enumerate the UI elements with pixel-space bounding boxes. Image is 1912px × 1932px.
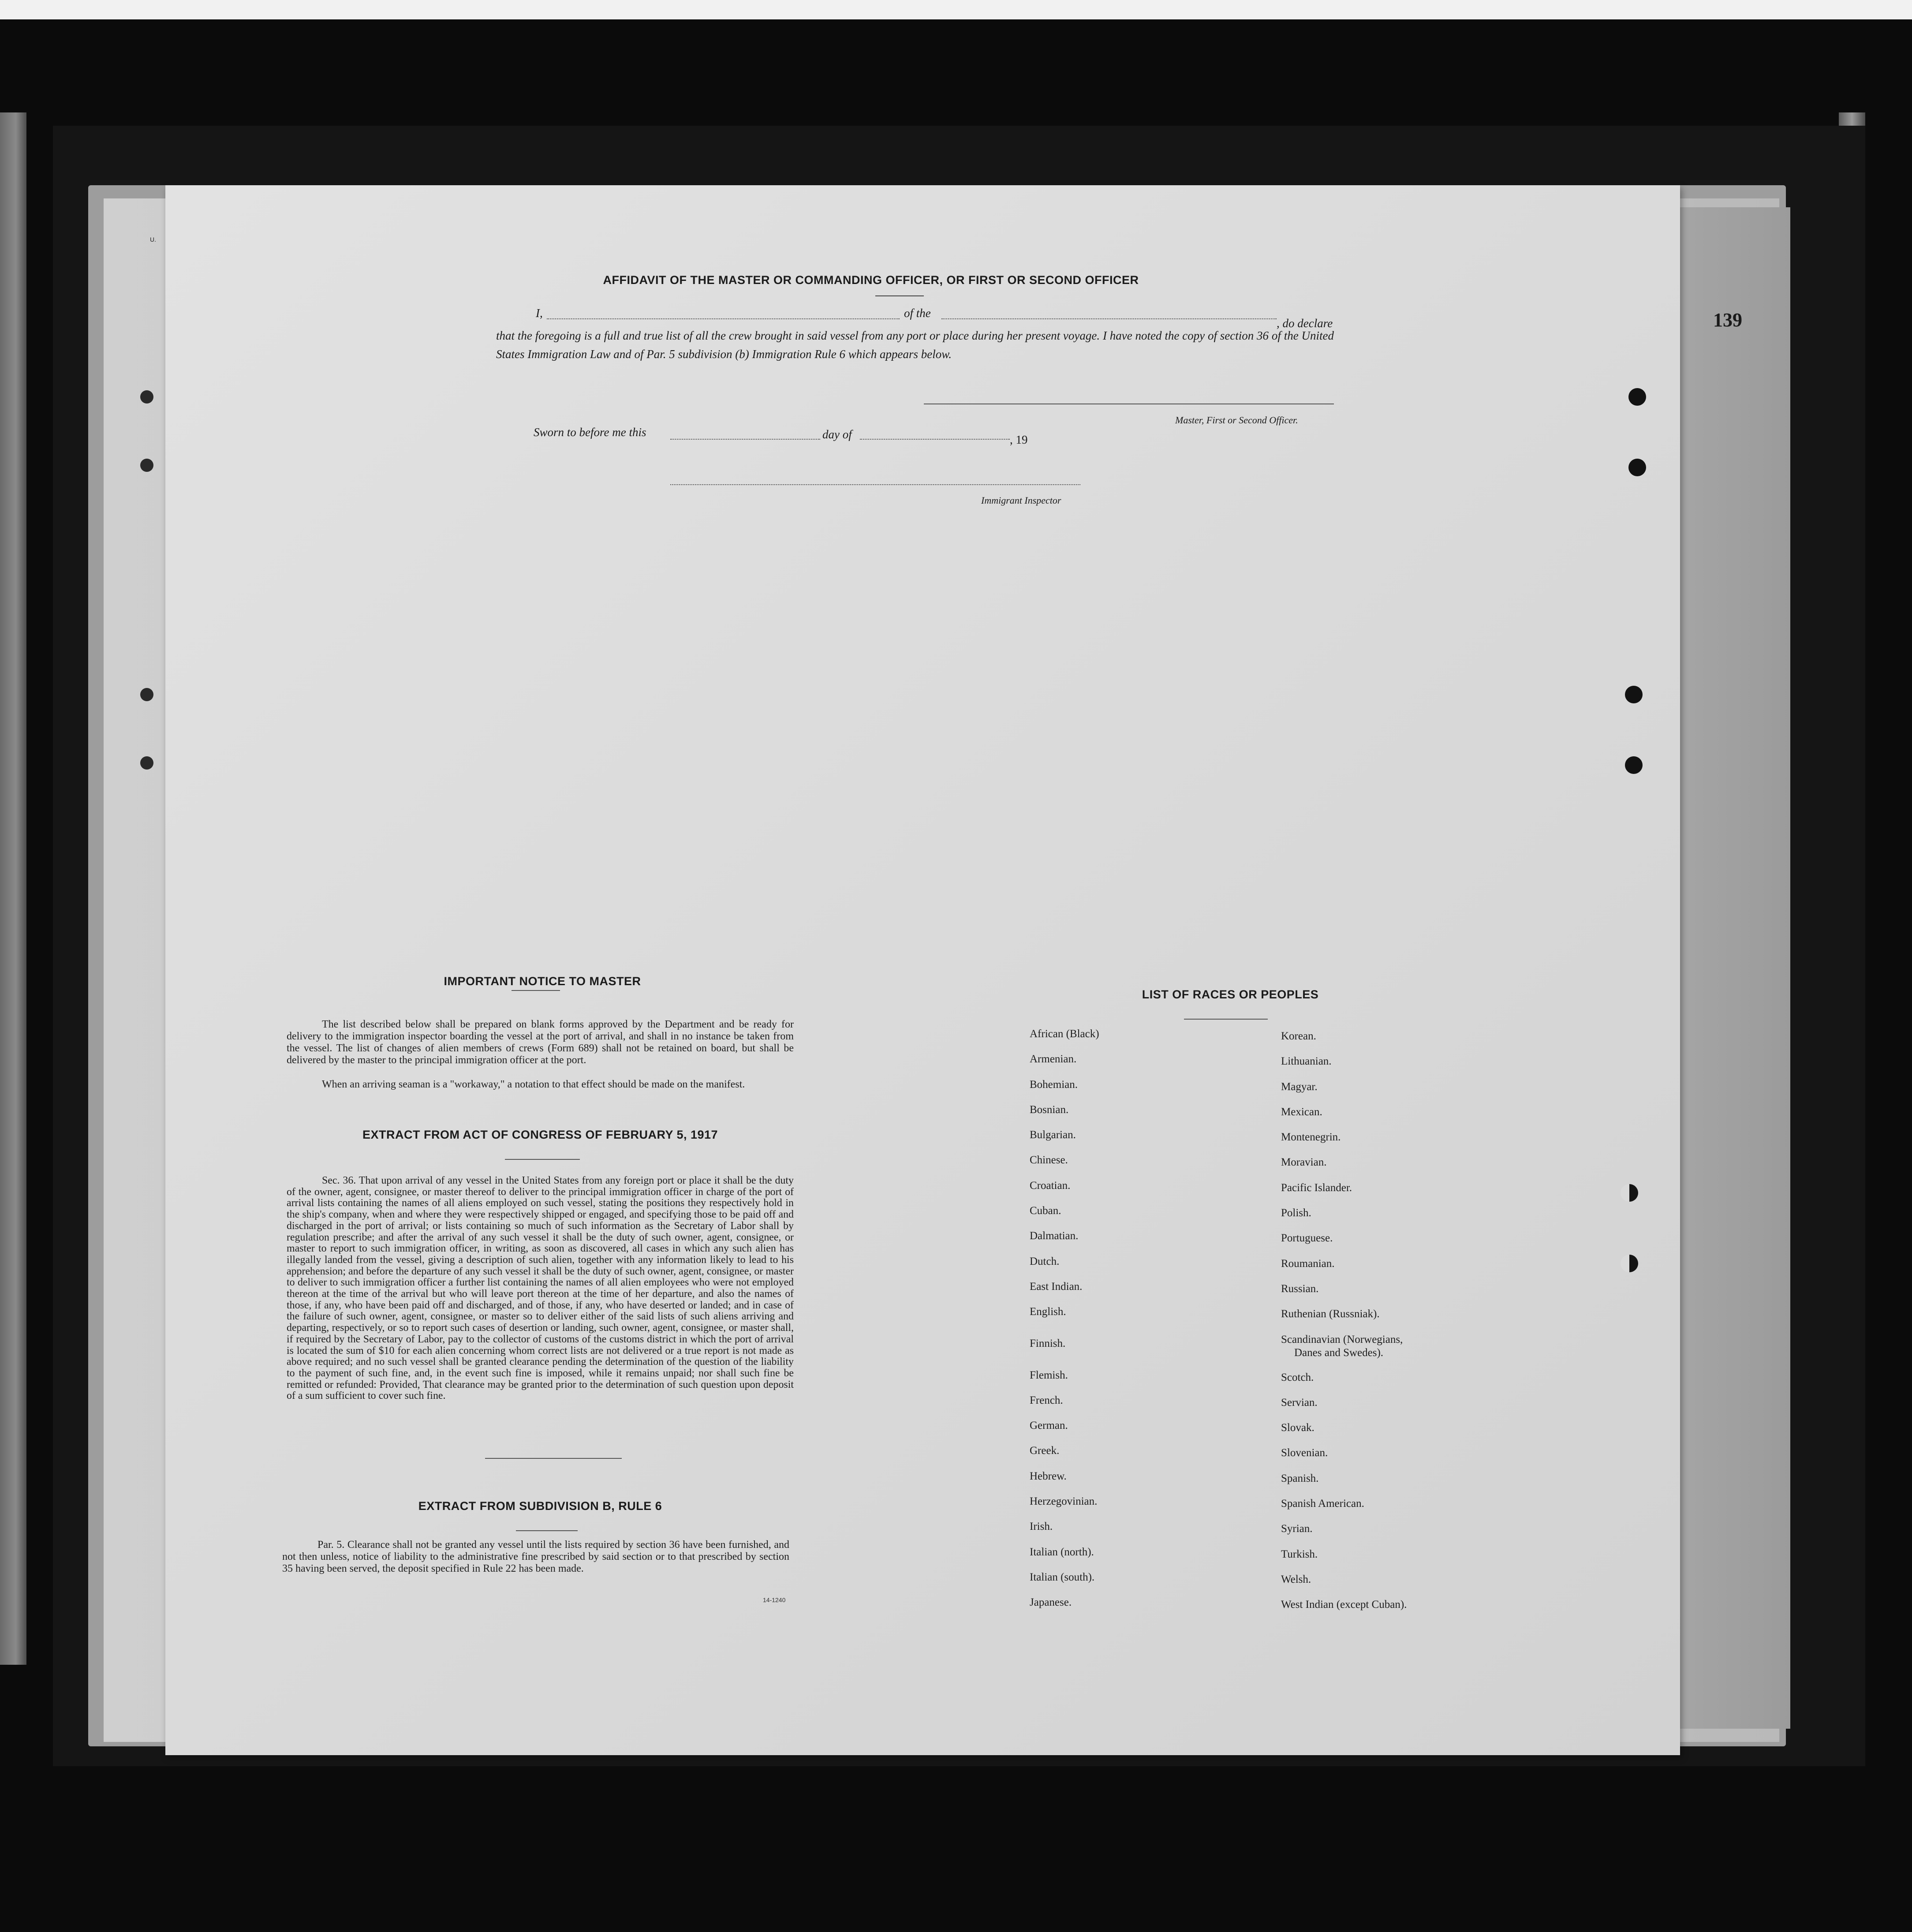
notice-heading: IMPORTANT NOTICE TO MASTER <box>444 975 641 988</box>
vessel-fill-line <box>941 318 1277 319</box>
extract-rule-top-rule <box>485 1458 622 1459</box>
affidavit-title: AFFIDAVIT OF THE MASTER OR COMMANDING OFFICER, OR FIRST OR SECOND OFFICER <box>603 273 1139 287</box>
binder-hole-icon <box>1625 686 1643 703</box>
title-rule <box>875 295 924 296</box>
extract-act-rule <box>505 1159 580 1160</box>
race-item: Italian (north). <box>1030 1546 1094 1558</box>
race-item: Spanish. <box>1281 1472 1319 1484</box>
race-item: Servian. <box>1281 1396 1318 1409</box>
race-item: German. <box>1030 1420 1068 1432</box>
form-number: 14-1240 <box>763 1596 786 1603</box>
race-item: Finnish. <box>1030 1337 1066 1349</box>
binder-hole-icon <box>1625 756 1643 774</box>
sworn-day-of: day of <box>822 428 852 441</box>
binder-hole-icon <box>140 459 153 472</box>
race-item: Russian. <box>1281 1282 1319 1295</box>
extract-act-text <box>287 1175 794 1402</box>
notice-rule <box>512 990 560 991</box>
race-item: Pacific Islander. <box>1281 1181 1352 1194</box>
race-item: Scotch. <box>1281 1371 1314 1383</box>
binder-hole-icon <box>140 688 153 701</box>
race-item: Chinese. <box>1030 1154 1068 1166</box>
race-item: Hebrew. <box>1030 1470 1067 1482</box>
sworn-day-fill-line <box>670 439 820 440</box>
race-item: Dalmatian. <box>1030 1230 1079 1242</box>
races-left-column <box>1030 1028 1099 1622</box>
race-item: Armenian. <box>1030 1053 1077 1065</box>
extract-act-heading: EXTRACT FROM ACT OF CONGRESS OF FEBRUARY 5, 1917 <box>362 1128 718 1141</box>
notice-paragraph-2-text: When an arriving seaman is a "workaway," a notation to that effect should be made on the manifest. <box>322 1079 745 1090</box>
notice-paragraph-1 <box>287 1019 794 1066</box>
binder-hole-icon <box>1628 459 1646 476</box>
extract-rule-text <box>282 1539 789 1575</box>
race-item: Slovenian. <box>1281 1447 1328 1459</box>
name-fill-line <box>547 318 900 319</box>
binder-hole-icon <box>1628 388 1646 406</box>
inspector-signature-caption: Immigrant Inspector <box>981 495 1061 506</box>
race-item: Polish. <box>1281 1207 1311 1219</box>
sworn-year: , 19 <box>1010 433 1028 446</box>
binder-hole-icon <box>140 390 153 404</box>
extract-rule-text-body: Par. 5. Clearance shall not be granted any vessel until the lists required by section 36 have been furnished, and not then unless, notice of liability to the administrative fine prescribed by said section or to that prescribed by section 35 having been served, the deposit specified in Rule 22 has been made. <box>282 1539 789 1574</box>
race-item: Roumanian. <box>1281 1257 1335 1270</box>
race-item: Greek. <box>1030 1445 1060 1457</box>
race-item: Magyar. <box>1281 1080 1318 1093</box>
race-item: Cuban. <box>1030 1205 1061 1217</box>
binder-hole-icon <box>1621 1255 1638 1272</box>
race-item: Mexican. <box>1281 1106 1322 1118</box>
race-item: Welsh. <box>1281 1573 1311 1585</box>
race-item: Slovak. <box>1281 1422 1314 1434</box>
race-item: Irish. <box>1030 1521 1053 1533</box>
race-item: Bohemian. <box>1030 1078 1078 1091</box>
race-item: Turkish. <box>1281 1548 1318 1560</box>
race-item-line: Danes and Swedes). <box>1294 1346 1384 1359</box>
film-border-top <box>0 0 1912 19</box>
race-item: French. <box>1030 1394 1063 1406</box>
page-number: 139 <box>1713 309 1742 331</box>
master-signature-caption: Master, First or Second Officer. <box>1175 415 1298 426</box>
race-item <box>1281 1333 1407 1371</box>
adjacent-frame-left <box>0 112 26 1665</box>
race-item: Croatian. <box>1030 1179 1071 1192</box>
affidavit-do-declare-label: , do declare <box>1277 317 1333 330</box>
affidavit-body: that the foregoing is a full and true list of all the crew brought in said vessel from any port or place during her present voyage. I have noted the copy of section 36 of the United States Immigration Law and of Par. 5 subdivision (b) Immigration Rule 6 which appears below. <box>496 329 1334 361</box>
ledger-margin-label: U. <box>150 236 156 243</box>
race-item: Portuguese. <box>1281 1232 1333 1244</box>
sworn-month-fill-line <box>860 439 1010 440</box>
notice-paragraph-1-text: The list described below shall be prepared on blank forms approved by the Department and be ready for delivery to the immigration inspector boarding the vessel at the port of arrival, and shall in no instance be taken from the vessel. The list of changes of alien members of crews (Form 689) shall not be retained on board, but shall be delivered by the master to the principal immigration officer at the port. <box>287 1019 794 1066</box>
race-item: Japanese. <box>1030 1596 1072 1609</box>
sworn-prefix: Sworn to before me this <box>534 426 646 439</box>
binder-hole-icon <box>1621 1184 1638 1202</box>
race-item: Bosnian. <box>1030 1103 1069 1116</box>
race-item: Korean. <box>1281 1030 1316 1042</box>
extract-act-text-body: Sec. 36. That upon arrival of any vessel in the United States from any foreign port or place it shall be the duty of the owner, agent, consignee, or master thereof to deliver to the principal immigration officer in charge of the port of arrival lists containing the names of all aliens employed on such vessel, stating the positions they respectively hold in the ship's company, when and where they were respectively shipped or engaged, and specifying those to be paid off and discharged in the port of arrival; or lists containing so much of such information as the Secretary of Labor shall by regulation prescribe; and after the arrival of any such vessel it shall be the duty of such owner, agent, consignee, or master to report to such immigration officer, in writing, as soon as discovered, all cases in which any such alien has illegally landed from the vessel, giving a description of such alien, together with any information likely to lead to his apprehension; and before the departure of any such vessel it shall be the duty of such owner, agent, consignee, or master to deliver to such immigration officer a further list containing the names of all alien employees who were not employed thereon at the time of the arrival but who will leave port thereon at the time of her departure, and also the names of those, if any, who have been paid off and discharged, and of those, if any, who have deserted or landed; and in case of the failure of such owner, agent, consignee, or master so to deliver either of the said lists of such aliens arriving and departing, respectively, or so to report such cases of desertion or landing, such owner, agent, consignee, or master shall, if required by the Secretary of Labor, pay to the collector of customs of the customs district in which the port of arrival is located the sum of $10 for each alien concerning whom correct lists are not delivered or a true report is not made as above required; and no such vessel shall be granted clearance pending the determination of the question of the liability to the payment of such fine, and, in the event such fine is imposed, while it remains unpaid; nor shall such fine be remitted or refunded: Provided, That clearance may be granted prior to the determination of such question upon deposit of a sum sufficient to cover such fine. <box>287 1175 794 1402</box>
extract-rule-rule <box>516 1530 578 1531</box>
affidavit-of-the-label: of the <box>904 306 931 320</box>
race-item: West Indian (except Cuban). <box>1281 1599 1407 1611</box>
binder-hole-icon <box>140 756 153 770</box>
race-item: English. <box>1030 1306 1066 1318</box>
race-item: Herzegovinian. <box>1030 1495 1098 1508</box>
races-rule <box>1184 1019 1268 1020</box>
race-item: Italian (south). <box>1030 1571 1095 1583</box>
race-item: East Indian. <box>1030 1280 1083 1293</box>
race-item: Moravian. <box>1281 1156 1327 1169</box>
race-item: Bulgarian. <box>1030 1129 1076 1141</box>
races-heading: LIST OF RACES OR PEOPLES <box>1142 988 1319 1001</box>
race-item: Flemish. <box>1030 1369 1068 1381</box>
races-right-column <box>1281 1030 1407 1624</box>
notice-paragraph-2 <box>287 1079 794 1091</box>
race-item: Dutch. <box>1030 1255 1060 1267</box>
affidavit-form-page <box>165 185 1680 1755</box>
race-item: Spanish American. <box>1281 1498 1364 1510</box>
inspector-signature-line <box>670 484 1080 485</box>
race-item: Ruthenian (Russniak). <box>1281 1308 1380 1320</box>
race-item: Montenegrin. <box>1281 1131 1341 1144</box>
race-item: African (Black) <box>1030 1028 1099 1040</box>
race-item: Lithuanian. <box>1281 1055 1332 1068</box>
affidavit-i-label: I, <box>536 306 543 320</box>
extract-rule-heading: EXTRACT FROM SUBDIVISION B, RULE 6 <box>418 1499 662 1513</box>
race-item: Syrian. <box>1281 1523 1313 1535</box>
race-item-line: Scandinavian (Norwegians, <box>1281 1333 1403 1345</box>
